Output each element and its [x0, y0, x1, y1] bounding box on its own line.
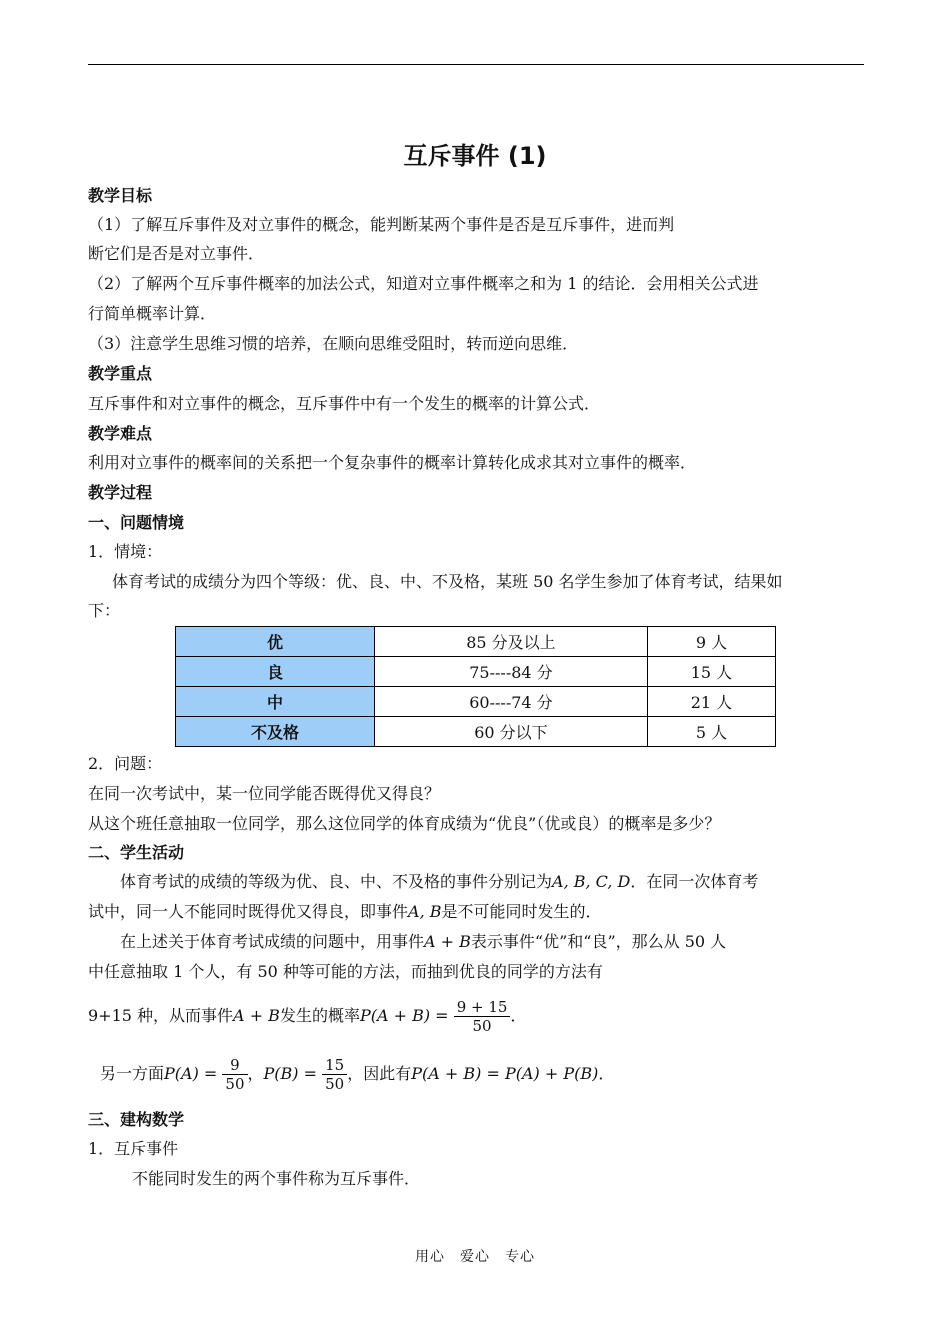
- goal-3: （3）注意学生思维习惯的培养，在顺向思维受阻时，转而逆向思维．: [88, 334, 579, 353]
- math-events: A, B: [408, 902, 442, 921]
- heading-process: 教学过程: [88, 483, 153, 502]
- grades-table: [175, 626, 776, 747]
- addition-formula: P(A + B) = P(A) + P(B): [411, 1064, 599, 1083]
- heading-section-2: 二、学生活动: [88, 843, 185, 862]
- situation-paragraph-1: 体育考试的成绩分为四个等级：优、良、中、不及格，某班 50 名学生参加了体育考试，结果如: [112, 572, 783, 591]
- count-cell: 9 人: [647, 627, 775, 657]
- count-cell: 5 人: [647, 717, 775, 747]
- text-run: 是不可能同时发生的．: [441, 902, 602, 921]
- fraction: [322, 1056, 347, 1093]
- grade-cell: 不及格: [176, 717, 375, 747]
- fraction-denominator: 50: [225, 1075, 245, 1093]
- heading-difficult: 教学难点: [88, 424, 153, 443]
- grade-cell: 中: [176, 687, 375, 717]
- header-rule: [88, 64, 864, 65]
- table-row: [176, 687, 776, 717]
- text-run: 发生的概率: [279, 1006, 360, 1025]
- fraction-numerator: 9: [222, 1056, 247, 1075]
- key-text: 互斥事件和对立事件的概念，互斥事件中有一个发生的概率的计算公式．: [88, 394, 601, 413]
- text-run: ，: [247, 1064, 264, 1083]
- text-run: ．: [598, 1064, 615, 1083]
- question-1: 在同一次考试中，某一位同学能否既得优又得良？: [88, 784, 441, 803]
- activity-paragraph-6: [100, 1054, 614, 1094]
- probability-a: P(A) =: [164, 1064, 218, 1083]
- activity-paragraph-1: [120, 871, 758, 893]
- range-cell: 75----84 分: [375, 657, 648, 687]
- range-cell: 85 分及以上: [375, 627, 648, 657]
- text-run: 9+15 种，从而事件: [88, 1006, 234, 1025]
- fraction-numerator: 15: [322, 1056, 347, 1075]
- count-cell: 21 人: [647, 687, 775, 717]
- situation-paragraph-2: 下：: [88, 601, 121, 620]
- construct-definition: 不能同时发生的两个事件称为互斥事件．: [132, 1169, 421, 1188]
- fraction: [454, 998, 511, 1035]
- situation-label: 1．情境：: [88, 542, 163, 561]
- math-event-sum: A + B: [424, 932, 471, 951]
- goal-2a: （2）了解两个互斥事件概率的加法公式，知道对立事件概率之和为 1 的结论．会用相关公式进: [88, 274, 759, 293]
- range-cell: 60----74 分: [375, 687, 648, 717]
- math-events: A, B, C, D: [552, 872, 631, 891]
- text-run: 另一方面: [100, 1064, 165, 1083]
- fraction-numerator: 9 + 15: [454, 998, 511, 1017]
- table-row: [176, 717, 776, 747]
- grade-cell: 良: [176, 657, 375, 687]
- activity-paragraph-3: [120, 931, 726, 953]
- text-run: ，因此有: [347, 1064, 412, 1083]
- goal-1a: （1）了解互斥事件及对立事件的概念，能判断某两个事件是否是互斥事件，进而判: [88, 215, 675, 234]
- heading-goals: 教学目标: [88, 186, 153, 205]
- activity-paragraph-2: [88, 901, 602, 923]
- probability-b: P(B) =: [263, 1064, 318, 1083]
- heading-section-1: 一、问题情境: [88, 513, 185, 532]
- activity-paragraph-4: 中任意抽取 1 个人，有 50 种等可能的方法，而抽到优良的同学的方法有: [88, 962, 603, 981]
- fraction-denominator: 50: [325, 1075, 345, 1093]
- difficult-text: 利用对立事件的概率间的关系把一个复杂事件的概率计算转化成求其对立事件的概率．: [88, 453, 697, 472]
- goal-1b: 断它们是否是对立事件．: [88, 244, 265, 263]
- text-run: 试中，同一人不能同时既得优又得良，即事件: [88, 902, 409, 921]
- text-run: ．在同一次体育考: [630, 872, 759, 891]
- page-title: 互斥事件 (1): [403, 142, 547, 170]
- activity-paragraph-5: [88, 996, 526, 1036]
- heading-section-3: 三、建构数学: [88, 1110, 185, 1129]
- construct-label: 1．互斥事件: [88, 1139, 179, 1158]
- goal-2b: 行简单概率计算．: [88, 304, 217, 323]
- table-row: [176, 627, 776, 657]
- heading-key: 教学重点: [88, 364, 153, 383]
- text-run: 表示事件“优”和“良”，那么从 50 人: [470, 932, 727, 951]
- question-label: 2．问题：: [88, 754, 163, 773]
- fraction: [222, 1056, 247, 1093]
- text-run: ．: [510, 1006, 527, 1025]
- table-row: [176, 657, 776, 687]
- probability-formula: P(A + B) =: [359, 1006, 449, 1025]
- range-cell: 60 分以下: [375, 717, 648, 747]
- question-2: 从这个班任意抽取一位同学，那么这位同学的体育成绩为“优良”（优或良）的概率是多少？: [88, 814, 721, 833]
- grade-cell: 优: [176, 627, 375, 657]
- math-event-sum: A + B: [233, 1006, 280, 1025]
- count-cell: 15 人: [647, 657, 775, 687]
- page-footer: 用心 爱心 专心: [415, 1249, 535, 1265]
- text-run: 体育考试的成绩的等级为优、良、中、不及格的事件分别记为: [120, 872, 553, 891]
- fraction-denominator: 50: [472, 1017, 492, 1035]
- text-run: 在上述关于体育考试成绩的问题中，用事件: [120, 932, 425, 951]
